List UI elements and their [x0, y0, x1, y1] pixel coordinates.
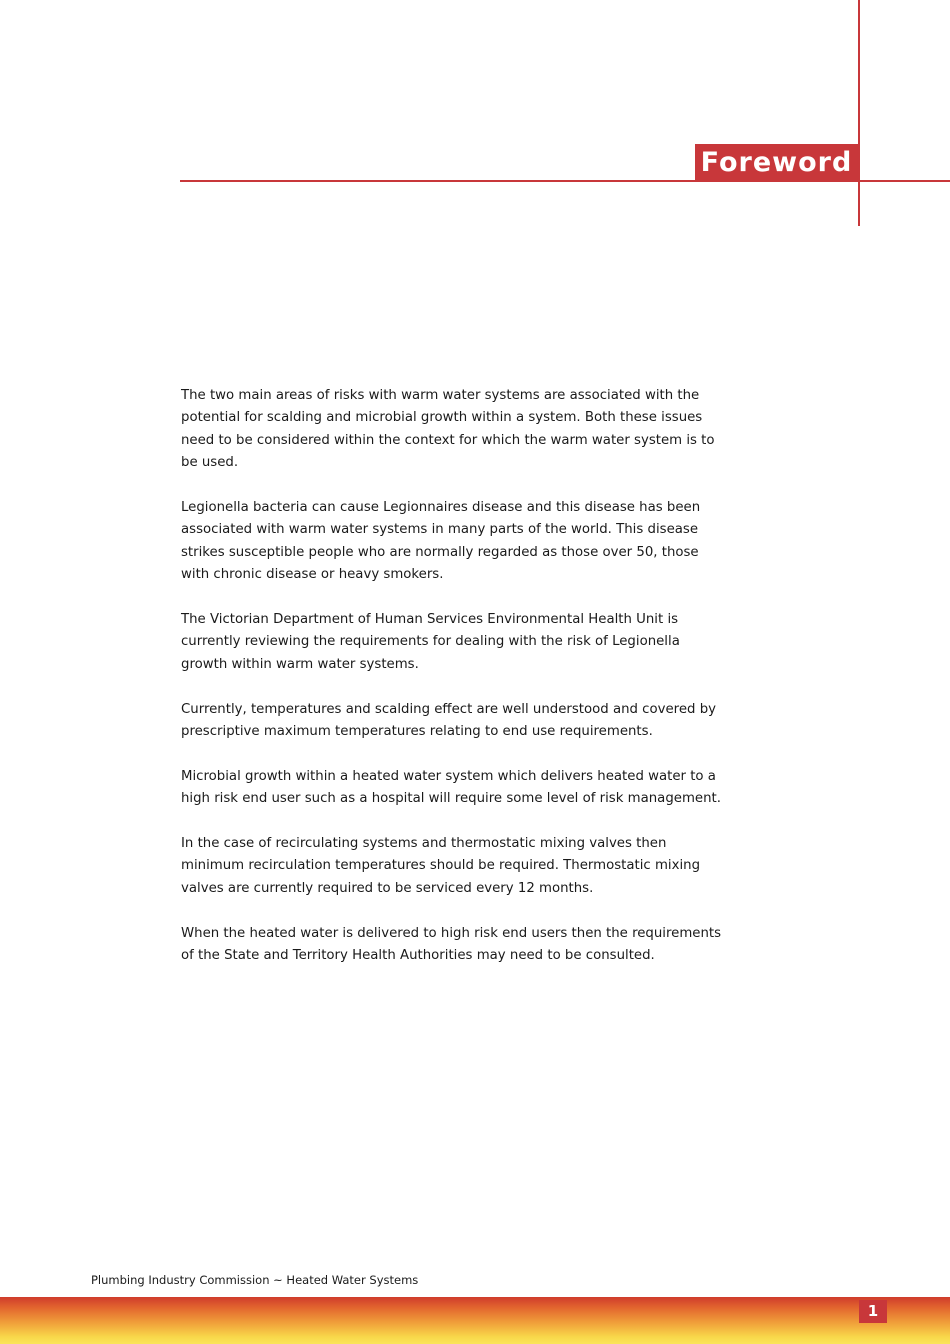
vertical-rule	[858, 0, 860, 226]
paragraph: In the case of recirculating systems and thermostatic mixing valves then minimum recirculation temperatures should be required. Thermostatic mixing valves are currently required to be serviced every 12 months.	[181, 836, 701, 896]
body-text	[181, 385, 729, 990]
paragraph: Microbial growth within a heated water system which delivers heated water to a high risk end user such as a hospital will require some level of risk management.	[181, 768, 721, 807]
page-number: 1	[859, 1300, 887, 1323]
paragraph: Currently, temperatures and scalding effect are well understood and covered by prescriptive maximum temperatures relating to end use requirements.	[181, 701, 717, 740]
paragraph: Legionella bacteria can cause Legionnaires disease and this disease has been associated with warm water systems in many parts of the world. This disease strikes susceptible people who are normally regarded as those over 50, those with chronic disease or heavy smokers.	[181, 500, 701, 583]
paragraph: When the heated water is delivered to high risk end users then the requirements of the State and Territory Health Authorities may need to be consulted.	[181, 925, 722, 964]
footer-title: Plumbing Industry Commission ~ Heated Water Systems	[91, 1273, 419, 1287]
page-title: Foreword	[695, 144, 858, 181]
paragraph: The two main areas of risks with warm water systems are associated with the potential for scalding and microbial growth within a system. Both these issues need to be considered within the context for which the warm water system is to be used.	[181, 388, 715, 471]
footer-gradient-bar	[0, 1297, 950, 1344]
paragraph: The Victorian Department of Human Services Environmental Health Unit is currently reviewing the requirements for dealing with the risk of Legionella growth within warm water systems.	[181, 612, 680, 672]
